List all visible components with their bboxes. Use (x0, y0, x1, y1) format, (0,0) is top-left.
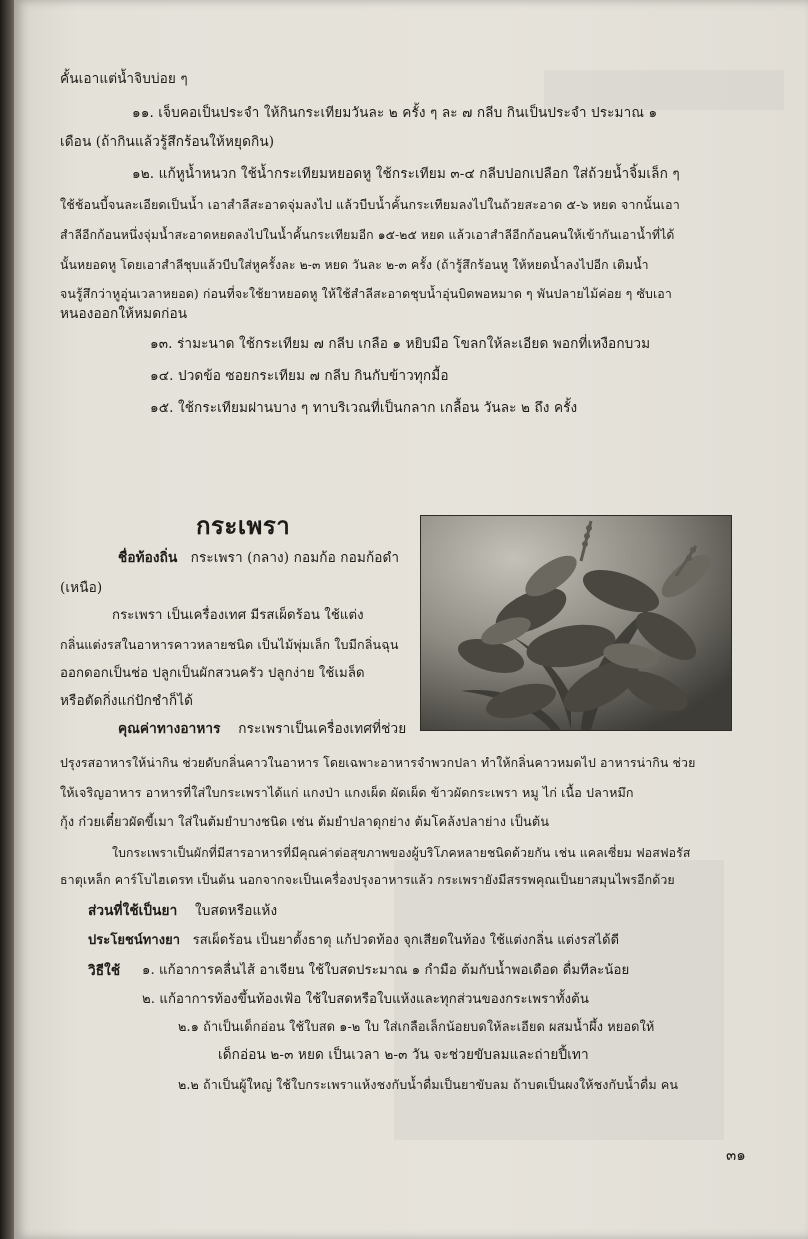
usage-line: ๒. แก้อาการท้องขึ้นท้องเฟ้อ ใช้ใบสดหรือใบแห้งและทุกส่วนของกระเพราทั้งต้น (142, 992, 589, 1007)
text-line: ใช้ช้อนบี้จนละเอียดเป็นน้ำ เอาสำลีสะอาดจุ่มลงไป แล้วบีบน้ำคั้นกระเทียมลงไปในถ้วยสะอาด ๕-๖ หยด จากนั้นเอา (60, 197, 680, 212)
description-line: กระเพรา เป็นเครื่องเทศ มีรสเผ็ดร้อน ใช้แต่ง (112, 608, 364, 623)
medicinal-part-line (88, 902, 277, 920)
food-value-line: ใบกระเพราเป็นผักที่มีสารอาหารที่มีคุณค่าต่อสุขภาพของผู้บริโภคหลายชนิดด้วยกัน เช่น แคลเซี่ยม ฟอสฟอรัส (112, 846, 691, 860)
holy-basil-photo (420, 515, 732, 731)
text-line: คั้นเอาแต่น้ำจิบบ่อย ๆ (60, 71, 188, 87)
local-names-line (118, 549, 399, 567)
food-value-line: ให้เจริญอาหาร อาหารที่ใส่ใบกระเพราได้แก่ แกงป่า แกงเผ็ด ผัดเผ็ด ข้าวผัดกระเพรา หมู ไก่ เนื้อ ปลาหมึก (60, 785, 634, 800)
section-title: กระเพรา (196, 511, 291, 540)
local-names-text: กระเพรา (กลาง) กอมก้อ กอมก้อดำ (190, 550, 400, 566)
book-page (14, 0, 808, 1239)
benefit-label: ประโยชน์ทางยา (88, 933, 181, 948)
description-line: หรือตัดกิ่งแก่ปักชำก็ได้ (60, 693, 194, 709)
food-value-line: ปรุงรสอาหารให้น่ากิน ช่วยดับกลิ่นคาวในอาหาร โดยเฉพาะอาหารจำพวกปลา ทำให้กลิ่นคาวหมดไป อาหารน่ากิน ช่วย (60, 755, 696, 770)
text-line: นั้นหยอดหู โดยเอาสำลีชุบแล้วบีบใส่หูครั้งละ ๒-๓ หยด วันละ ๒-๓ ครั้ง (ถ้ารู้สึกร้อนหู ให้หยดน้ำลงไปอีก เติมน้ำ (60, 258, 649, 272)
benefit-text: รสเผ็ดร้อน เป็นยาตั้งธาตุ แก้ปวดท้อง จุกเสียดในท้อง ใช้แต่งกลิ่น แต่งรสได้ดี (192, 933, 620, 948)
text-line: ๑๒. แก้หูน้ำหนวก ใช้น้ำกระเทียมหยอดหู ใช้กระเทียม ๓-๔ กลีบปอกเปลือก ใส่ถ้วยน้ำจิ้มเล็ก ๆ (132, 166, 680, 182)
text-line: สำลีอีกก้อนหนึ่งจุ่มน้ำสะอาดหยดลงไปในน้ำคั้นกระเทียมอีก ๑๕-๒๕ หยด แล้วเอาสำลีอีกก้อนคนให้เข้ากันเอาน้ำที่ได้ (60, 228, 675, 242)
food-value-line: ธาตุเหล็ก คาร์โบไฮเดรท เป็นต้น นอกจากจะเป็นเครื่องปรุงอาหารแล้ว กระเพรายังมีสรรพคุณเป็นยาสมุนไพรอีกด้วย (60, 872, 675, 887)
page-number: ๓๑ (726, 1146, 746, 1164)
text-line: ๑๔. ปวดข้อ ซอยกระเทียม ๗ กลีบ กินกับข้าวทุกมื้อ (150, 368, 449, 384)
food-value-line (118, 720, 406, 738)
usage-line: เด็กอ่อน ๒-๓ หยด เป็นเวลา ๒-๓ วัน จะช่วยขับลมและถ่ายปี้เทา (218, 1047, 589, 1063)
food-value-line: กุ้ง ก๋วยเตี๋ยวผัดขี้เมา ใส่ในต้มยำบางชนิด เช่น ต้มยำปลาดุกย่าง ต้มโคล้งปลาย่าง เป็นต้น (60, 815, 550, 830)
local-names-cont: (เหนือ) (60, 580, 103, 596)
benefit-line (88, 932, 619, 950)
description-line: กลิ่นแต่งรสในอาหารคาวหลายชนิด เป็นไม้พุ่มเล็ก ใบมีกลิ่นฉุน (60, 637, 399, 652)
medicinal-part-text: ใบสดหรือแห้ง (195, 903, 278, 919)
text-line: ๑๓. ร่ามะนาด ใช้กระเทียม ๗ กลีบ เกลือ ๑ หยิบมือ โขลกให้ละเอียด พอกที่เหงือกบวม (150, 336, 651, 352)
basil-plant-illustration (421, 516, 731, 730)
medicinal-part-label: ส่วนที่ใช้เป็นยา (88, 903, 178, 919)
text-line: เดือน (ถ้ากินแล้วรู้สึกร้อนให้หยุดกิน) (60, 134, 275, 150)
text-line: ๑๕. ใช้กระเทียมฝานบาง ๆ ทาบริเวณที่เป็นกลาก เกลื้อน วันละ ๒ ถึง ครั้ง (150, 400, 578, 416)
usage-line: ๒.๑ ถ้าเป็นเด็กอ่อน ใช้ใบสด ๑-๒ ใบ ใส่เกลือเล็กน้อยบดให้ละเอียด ผสมน้ำผึ้ง หยอดให้ (178, 1020, 655, 1035)
text-line: จนรู้สึกว่าหูอุ่นเวลาหยอด) ก่อนที่จะใช้ยาหยอดหู ให้ใช้สำลีสะอาดชุบน้ำอุ่นบิดพอหมาด ๆ พันปลายไม้ค่อย ๆ ซับเอา (60, 286, 672, 301)
local-names-label: ชื่อท้องถิ่น (118, 550, 178, 566)
description-line: ออกดอกเป็นช่อ ปลูกเป็นผักสวนครัว ปลูกง่าย ใช้เมล็ด (60, 666, 365, 681)
food-value-label: คุณค่าทางอาหาร (118, 721, 221, 737)
usage-label: วิธีใช้ (88, 963, 121, 979)
usage-line: ๒.๒ ถ้าเป็นผู้ใหญ่ ใช้ใบกระเพราแห้งชงกับน้ำดื่มเป็นยาขับลม ถ้าบดเป็นผงให้ชงกับน้ำดื่ม คน (178, 1077, 679, 1092)
text-line: ๑๑. เจ็บคอเป็นประจำ ให้กินกระเทียมวันละ ๒ ครั้ง ๆ ละ ๗ กลีบ กินเป็นประจำ ประมาณ ๑ (132, 105, 658, 121)
food-value-text: กระเพราเป็นเครื่องเทศที่ช่วย (238, 721, 407, 737)
text-line: หนองออกให้หมดก่อน (60, 306, 188, 322)
usage-line: ๑. แก้อาการคลื่นไส้ อาเจียน ใช้ใบสดประมาณ ๑ กำมือ ต้มกับน้ำพอเดือด ดื่มทีละน้อย (142, 963, 630, 978)
